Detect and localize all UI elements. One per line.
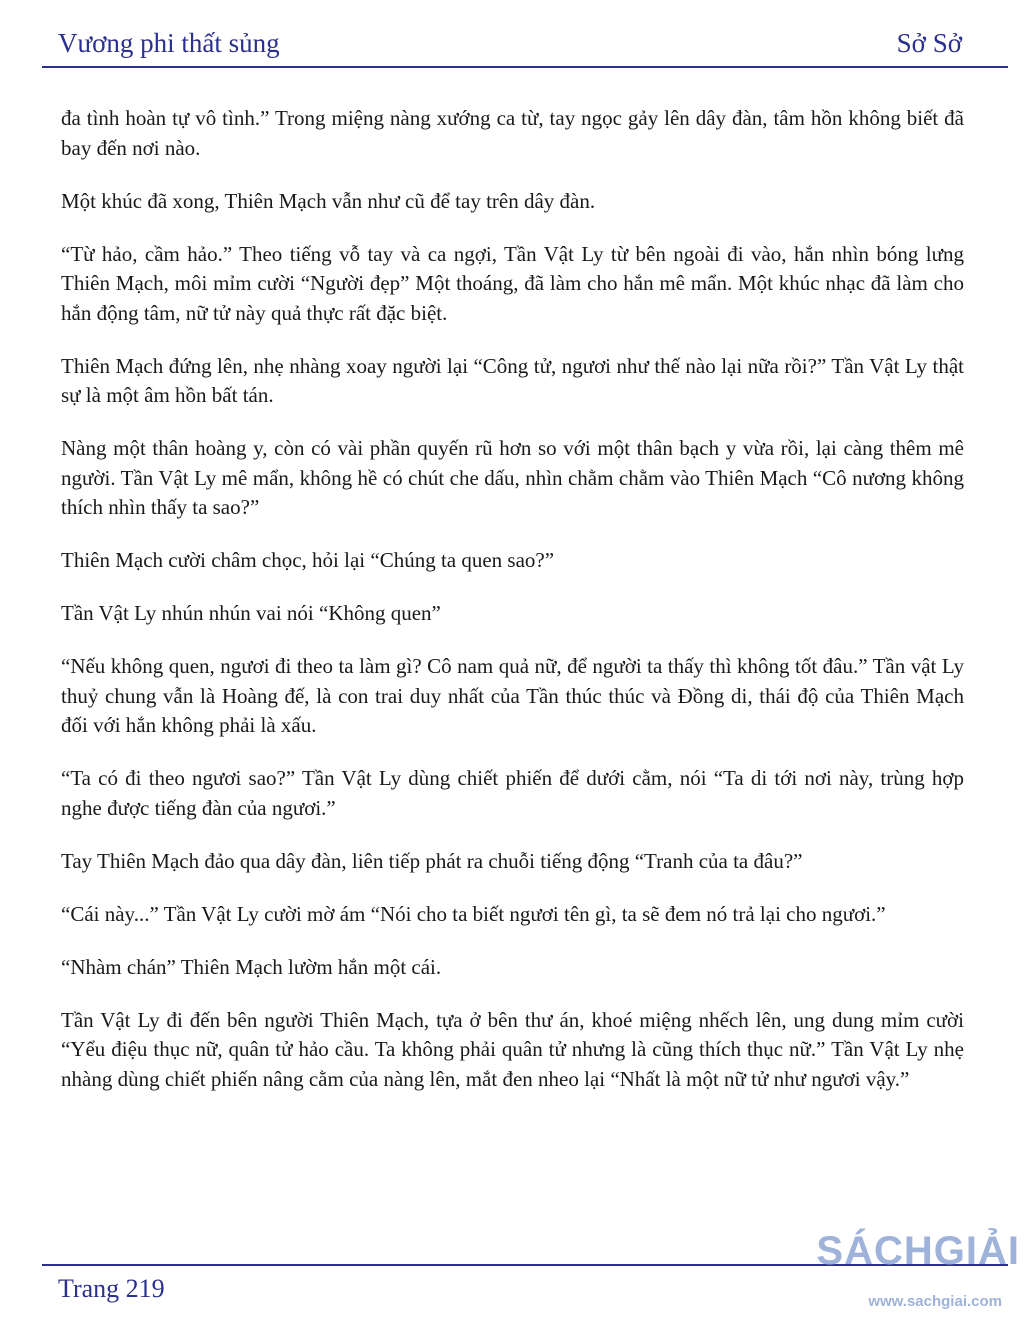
book-title: Vương phi thất sủng (58, 28, 280, 58)
paragraph: “Ta có đi theo ngươi sao?” Tần Vật Ly dùng chiết phiến để dưới cằm, nói “Ta di tới nơi này, trùng hợp nghe được tiếng đàn của ngươi.” (61, 766, 964, 820)
paragraph: Tần Vật Ly đi đến bên người Thiên Mạch, tựa ở bên thư án, khoé miệng nhếch lên, ung dung mỉm cười “Yểu điệu thục nữ, quân tử hảo cầu. Ta không phải quân tử nhưng là cũng thích thục nữ.” Tần Vật Ly nhẹ nhàng dùng chiết phiến nâng cằm của nàng lên, mắt đen nheo lại “Nhất là một nữ tử như ngươi vậy.” (61, 1007, 964, 1091)
book-author: Sở Sở (896, 28, 962, 58)
paragraph: đa tình hoàn tự vô tình.” Trong miệng nàng xướng ca từ, tay ngọc gảy lên dây đàn, tâm hồn không biết đã bay đến nơi nào. (61, 106, 964, 160)
watermark-site: www.sachgiai.com (868, 1293, 1002, 1310)
paragraph: Một khúc đã xong, Thiên Mạch vẫn như cũ để tay trên dây đàn. (61, 188, 596, 213)
page-header (58, 24, 1008, 64)
watermark-brand: SÁCHGIẢI (816, 1229, 1020, 1273)
paragraph: “Từ hảo, cầm hảo.” Theo tiếng vỗ tay và ca ngợi, Tần Vật Ly từ bên ngoài đi vào, hắn nhìn bóng lưng Thiên Mạch, môi mỉm cười “Người đẹp” Một thoáng, đã làm cho hắn mê mẩn. Một khúc nhạc đã làm cho hắn động tâm, nữ tử này quả thực rất đặc biệt. (61, 241, 964, 325)
paragraph: “Cái này...” Tần Vật Ly cười mờ ám “Nói cho ta biết ngươi tên gì, ta sẽ đem nó trả lại cho ngươi.” (61, 901, 886, 926)
page-body (61, 104, 964, 1118)
paragraph: “Nhàm chán” Thiên Mạch lườm hắn một cái. (61, 954, 442, 979)
paragraph: Nàng một thân hoàng y, còn có vài phần quyến rũ hơn so với một thân bạch y vừa rồi, lại càng thêm mê người. Tần Vật Ly mê mẩn, không hề có chút che dấu, nhìn chằm chằm vào Thiên Mạch “Cô nương không thích nhìn thấy ta sao?” (61, 436, 964, 519)
paragraph: Tần Vật Ly nhún nhún vai nói “Không quen” (61, 601, 441, 625)
paragraph: Thiên Mạch đứng lên, nhẹ nhàng xoay người lại “Công tử, ngươi như thế nào lại nữa rồi?” Tần Vật Ly thật sự là một âm hồn bất tán. (61, 353, 964, 407)
header-divider (42, 66, 1008, 68)
paragraph: Thiên Mạch cười châm chọc, hỏi lại “Chúng ta quen sao?” (61, 548, 555, 572)
paragraph: Tay Thiên Mạch đảo qua dây đàn, liên tiếp phát ra chuỗi tiếng động “Tranh của ta đâu?” (61, 848, 803, 873)
page-number: Trang 219 (58, 1274, 165, 1303)
paragraph: “Nếu không quen, ngươi đi theo ta làm gì? Cô nam quả nữ, để người ta thấy thì không tốt đâu.” Tần vật Ly thuỷ chung vẫn là Hoàng đế, là con trai duy nhất của Tần thúc thúc và Đồng di, thái độ của Thiên Mạch đối với hắn không phải là xấu. (61, 654, 964, 737)
watermark-logo (816, 1229, 1020, 1319)
